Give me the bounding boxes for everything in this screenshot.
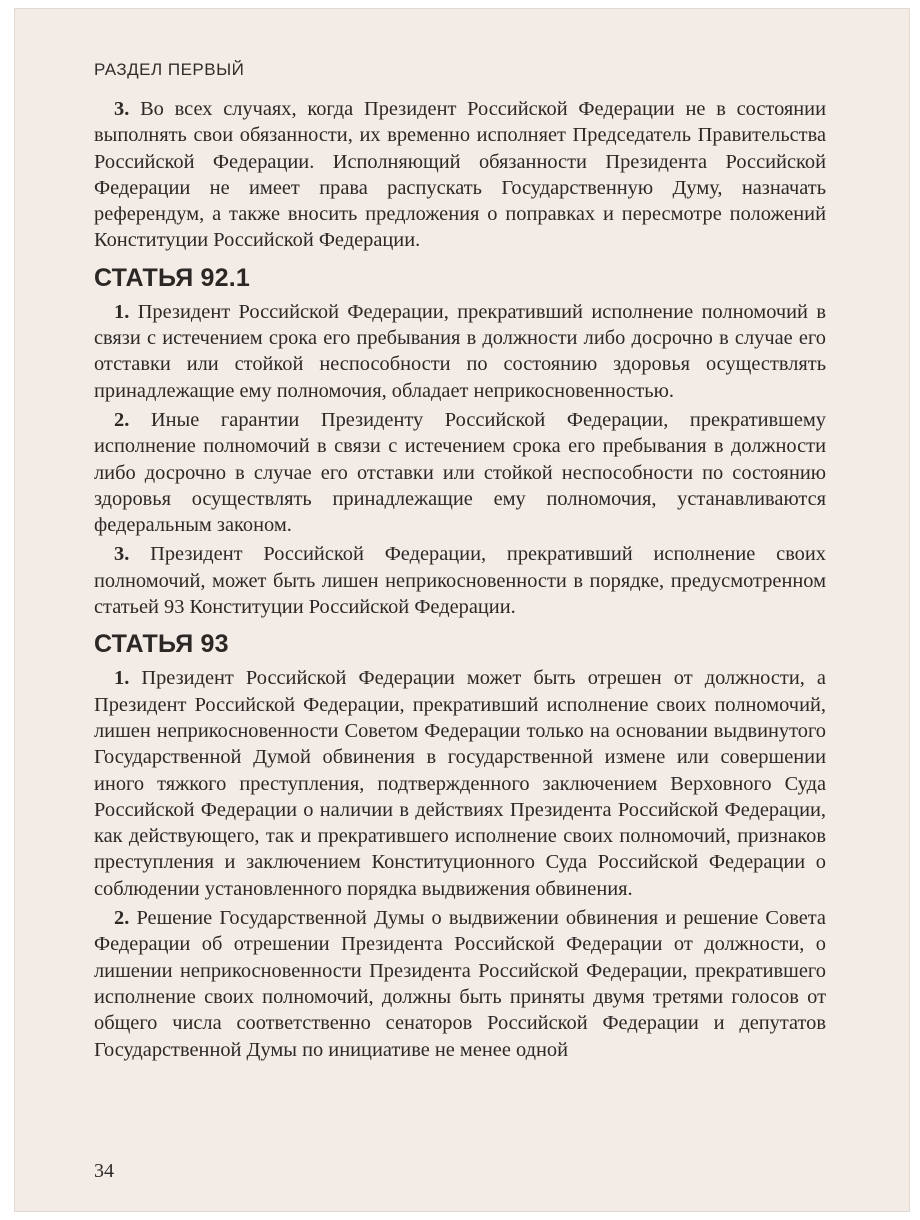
article-93-paragraph-1 <box>94 665 826 902</box>
paragraph-text: Президент Российской Федерации, прекративший исполнение своих полномочий, может быть лишен неприкосновенности в порядке, предусмотренном статьей 93 Конституции Российской Федерации. <box>94 543 826 619</box>
book-page <box>14 8 910 1212</box>
article-92-1-paragraph-2 <box>94 407 826 538</box>
article-92-paragraph-3 <box>94 96 826 254</box>
running-head: РАЗДЕЛ ПЕРВЫЙ <box>94 60 245 79</box>
paragraph-number: 3. <box>114 98 130 120</box>
article-92-1-paragraph-1 <box>94 299 826 404</box>
paragraph-number: 1. <box>114 300 130 323</box>
paragraph-number: 3. <box>114 543 130 566</box>
article-92-1-paragraph-3 <box>94 541 826 620</box>
paragraph-number: 2. <box>114 408 130 431</box>
paragraph-number: 1. <box>114 667 130 690</box>
paragraph-text: Во всех случаях, когда Президент Российской Федерации не в состоянии выполнять свои обязанности, их временно исполняет Председатель Правительства Российской Федерации. Исполняющий обязанности Президента Российской Федерации не имеет права распускать Государственную Думу, назначать референдум, а также вносить предложения о поправках и пересмотре положений Конституции Российской Федерации. <box>94 98 826 252</box>
article-93-paragraph-2 <box>94 905 826 1063</box>
paragraph-text: Президент Российской Федерации, прекративший исполнение полномочий в связи с истечением срока его пребывания в должности либо досрочно в случае его отставки или стойкой неспособности по состоянию здоровья осуществлять принадлежащие ему полномочия, обладает неприкосновенностью. <box>94 300 826 402</box>
page-number: 34 <box>94 1160 114 1182</box>
paragraph-text: Президент Российской Федерации может быть отрешен от должности, а Президент Российской Федерации, прекративший исполнение своих полномочий, лишен неприкосновенности Советом Федерации только на основании выдвинутого Государственной Думой обвинения в государственной измене или совершении иного тяжкого преступления, подтвержденного заключением Верховного Суда Российской Федерации о наличии в действиях Президента Российской Федерации, как действующего, так и прекратившего исполнение своих полномочий, признаков преступления и заключением Конституционного Суда Российской Федерации о соблюдении установленного порядка выдвижения обвинения. <box>94 667 826 900</box>
article-heading-93: СТАТЬЯ 93 <box>94 630 229 659</box>
paragraph-text: Решение Государственной Думы о выдвижении обвинения и решение Совета Федерации об отрешении Президента Российской Федерации от должности, о лишении неприкосновенности Президента Российской Федерации, прекратившего исполнение своих полномочий, должны быть приняты двумя третями голосов от общего числа соответственно сенаторов Российской Федерации и депутатов Государственной Думы по инициативе не менее одной <box>94 907 826 1061</box>
article-heading-92-1: СТАТЬЯ 92.1 <box>94 263 250 292</box>
paragraph-number: 2. <box>114 907 130 930</box>
page-content <box>94 96 826 1063</box>
paragraph-text: Иные гарантии Президенту Российской Федерации, прекратившему исполнение полномочий в связи с истечением срока его пребывания в должности либо досрочно в случае его отставки или стойкой неспособности по состоянию здоровья осуществлять принадлежащие ему полномочия, устанавливаются федеральным законом. <box>94 408 826 537</box>
